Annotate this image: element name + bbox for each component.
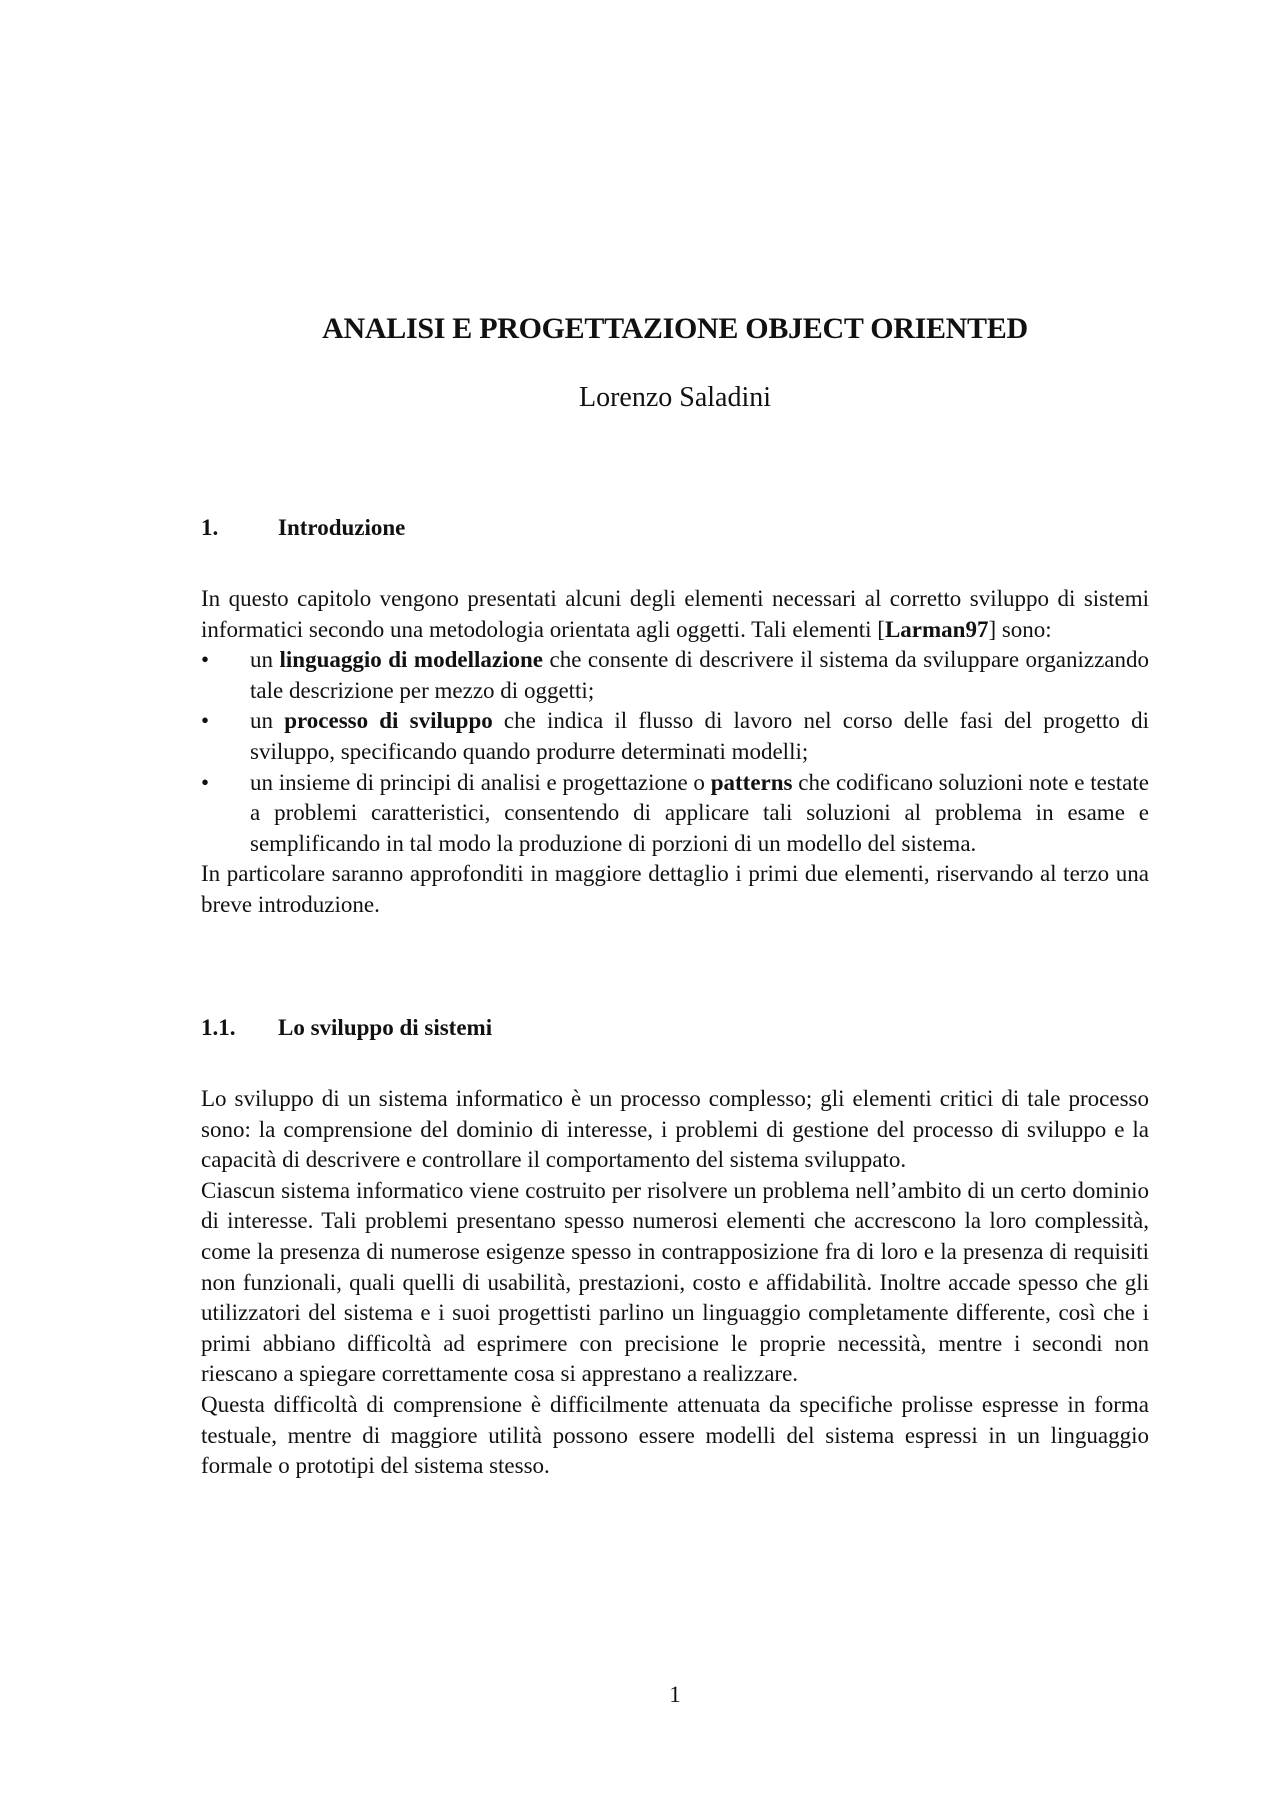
page-number: 1 — [669, 1682, 681, 1707]
section-heading-sviluppo-sistemi — [201, 1015, 492, 1041]
citation-reference: Larman97 — [884, 616, 989, 642]
elements-list — [201, 645, 1149, 859]
body-paragraph: Questa difficoltà di comprensione è difficilmente attenuata da specifiche prolisse espresse in forma testuale, mentre di maggiore utilità possono essere modelli del sistema espressi in un linguaggio formale o prototipi del sistema stesso. — [201, 1391, 1149, 1479]
bullet-icon: • — [201, 708, 210, 734]
list-item: • un linguaggio di modellazione che consente di descrivere il sistema da sviluppare organizzando tale descrizione per mezzo di oggetti; — [201, 647, 1149, 703]
body-paragraph: Ciascun sistema informatico viene costruito per risolvere un problema nell’ambito di un certo dominio di interesse. Tali problemi presentano spesso numerosi elementi che accrescono la loro complessità, come la presenza di numerose esigenze spesso in contrapposizione fra di loro e la presenza di requisiti non funzionali, quali quelli di usabilità, prestazioni, costo e affidabilità. Inoltre accade spesso che gli utilizzatori del sistema e i suoi progettisti parlino un linguaggio completamente differente, così che i primi abbiano difficoltà ad esprimere con precisione le proprie necessità, mentre i secondi non riescano a spiegare correttamente cosa si apprestano a realizzare. — [201, 1177, 1149, 1387]
section-heading-introduzione — [201, 515, 405, 541]
bullet-icon: • — [201, 647, 210, 673]
closing-paragraph: In particolare saranno approfonditi in maggiore dettaglio i primi due elementi, riservando al terzo una breve introduzione. — [201, 861, 1149, 917]
bullet-icon: • — [201, 769, 210, 795]
document-author: Lorenzo Saladini — [578, 382, 772, 413]
section-title: Lo sviluppo di sistemi — [278, 1015, 493, 1040]
list-item: • un insieme di principi di analisi e progettazione o patterns che codificano soluzioni note e testate a problemi caratteristici, consentendo di applicare tali soluzioni al problema in esame e semplificando in tal modo la produzione di porzioni di un modello del sistema. — [201, 769, 1149, 856]
section-number: 1. — [201, 515, 219, 540]
document-title: ANALISI E PROGETTAZIONE OBJECT ORIENTED — [322, 312, 1028, 345]
section-number: 1.1. — [201, 1015, 236, 1040]
section-title: Introduzione — [278, 515, 406, 540]
section-body-introduzione — [201, 584, 1149, 921]
section-body-sviluppo-sistemi — [201, 1084, 1149, 1482]
list-item: • un processo di sviluppo che indica il flusso di lavoro nel corso delle fasi del progetto di sviluppo, specificando quando produrre determinati modelli; — [201, 708, 1149, 764]
body-paragraph: Lo sviluppo di un sistema informatico è un processo complesso; gli elementi critici di tale processo sono: la comprensione del dominio di interesse, i problemi di gestione del processo di sviluppo e la capacità di descrivere e controllare il comportamento del sistema sviluppato. — [201, 1086, 1149, 1173]
intro-paragraph: In questo capitolo vengono presentati alcuni degli elementi necessari al corretto sviluppo di sistemi informatici secondo una metodologia orientata agli oggetti. Tali elementi [Larman97] sono: — [201, 586, 1149, 642]
